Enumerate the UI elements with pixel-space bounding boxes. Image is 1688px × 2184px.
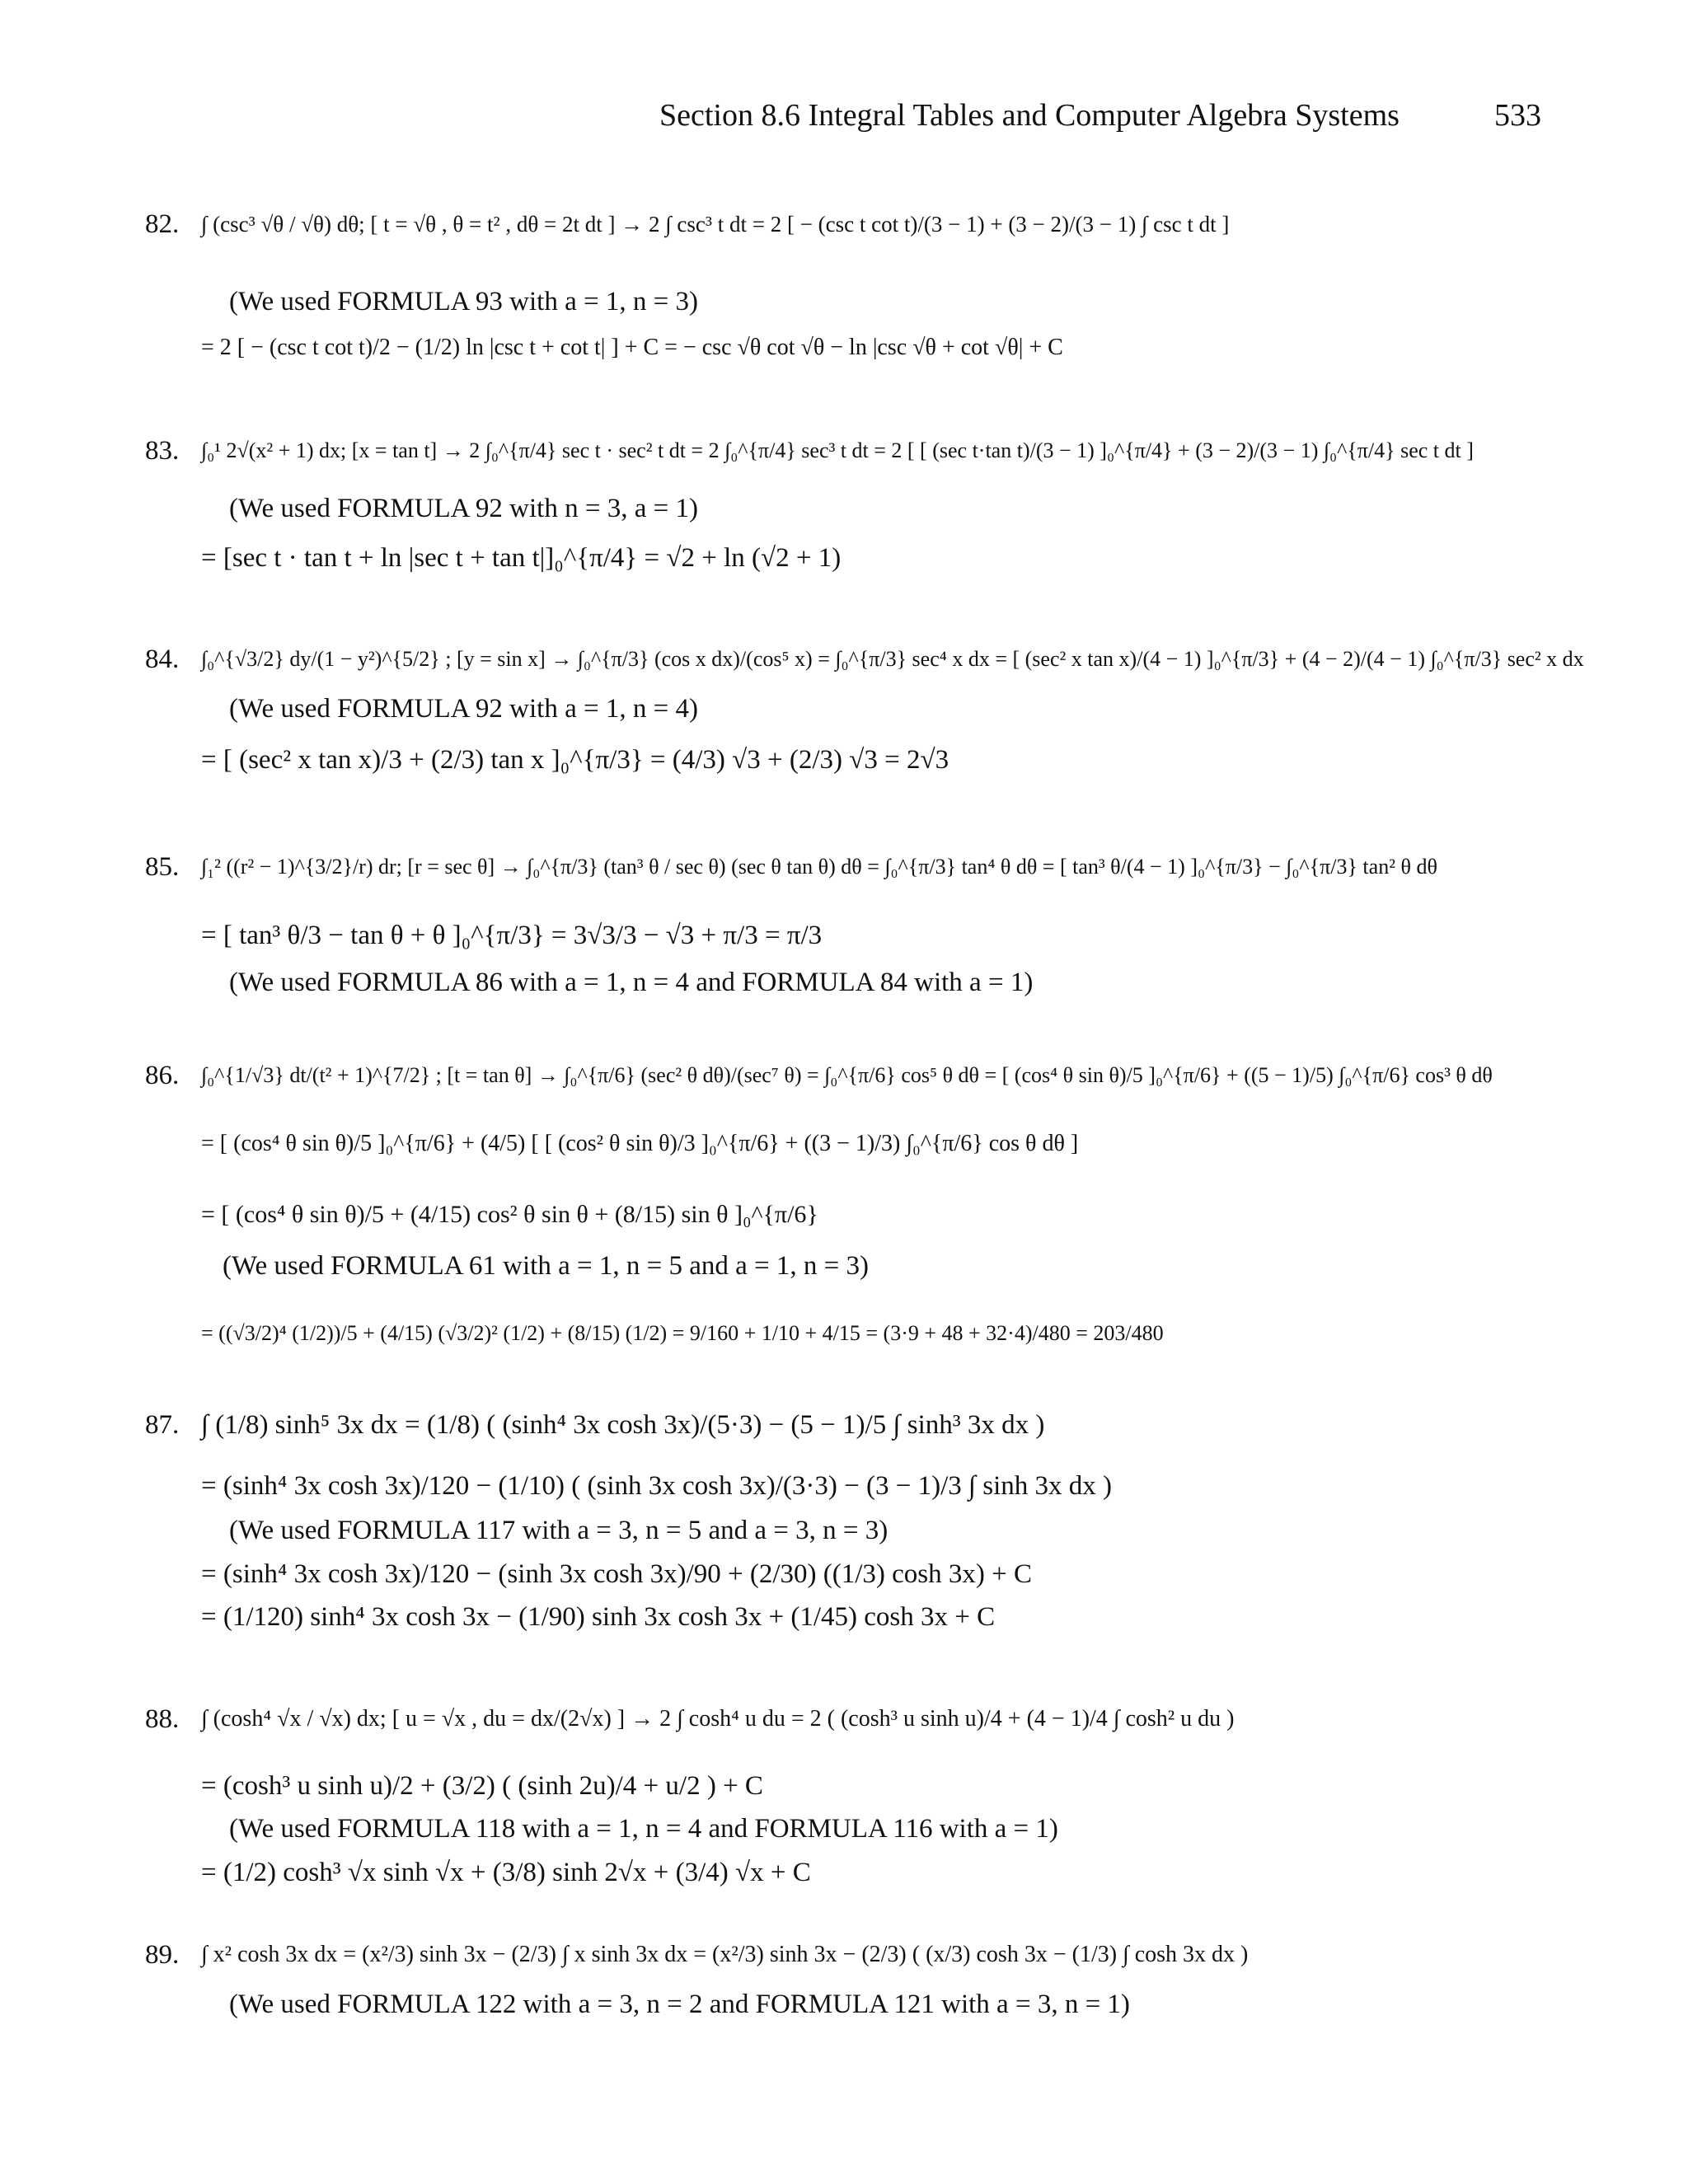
equation-line: ∫ (1/8) sinh⁵ 3x dx = (1/8) ( (sinh⁴ 3x cosh 3x)/(5·3) − (5 − 1)/5 ∫ sinh³ 3x dx )	[201, 1410, 1045, 1440]
equation-line: ∫₀^{√3/2} dy/(1 − y²)^{5/2} ; [y = sin x] → ∫₀^{π/3} (cos x dx)/(cos⁵ x) = ∫₀^{π/3} sec⁴ x dx = [ (sec² x tan x)/(4 − 1) ]₀^{π/3} + (4 − 2)/(4 − 1) ∫₀^{π/3} sec² x dx	[201, 647, 1584, 671]
problem-number: 88.	[145, 1704, 180, 1734]
problem-number: 89.	[145, 1940, 180, 1970]
formula-note: (We used FORMULA 122 with a = 3, n = 2 and FORMULA 121 with a = 3, n = 1)	[229, 1990, 1130, 2019]
equation-line: = (1/2) cosh³ √x sinh √x + (3/8) sinh 2√x + (3/4) √x + C	[201, 1858, 811, 1887]
equation-line: ∫ x² cosh 3x dx = (x²/3) sinh 3x − (2/3) ∫ x sinh 3x dx = (x²/3) sinh 3x − (2/3) ( (x/3) cosh 3x − (1/3) ∫ cosh 3x dx )	[201, 1942, 1249, 1967]
page-number: 533	[1494, 98, 1541, 133]
problem-number: 82.	[145, 209, 180, 239]
equation-line: = [sec t · tan t + ln |sec t + tan t|]₀^{π/4} = √2 + ln (√2 + 1)	[201, 543, 842, 573]
problem-number: 83.	[145, 436, 180, 466]
formula-note: (We used FORMULA 117 with a = 3, n = 5 and a = 3, n = 3)	[229, 1516, 889, 1545]
equation-line: = (1/120) sinh⁴ 3x cosh 3x − (1/90) sinh 3x cosh 3x + (1/45) cosh 3x + C	[201, 1602, 996, 1632]
page-header	[659, 97, 1541, 143]
problem-number: 87.	[145, 1410, 180, 1440]
equation-line: ∫₁² ((r² − 1)^{3/2}/r) dr; [r = sec θ] → ∫₀^{π/3} (tan³ θ / sec θ) (sec θ tan θ) dθ = ∫₀^{π/3} tan⁴ θ dθ = [ tan³ θ/(4 − 1) ]₀^{π/3} − ∫₀^{π/3} tan² θ dθ	[201, 855, 1437, 879]
equation-line: = [ tan³ θ/3 − tan θ + θ ]₀^{π/3} = 3√3/3 − √3 + π/3 = π/3	[201, 921, 823, 950]
problem-number: 84.	[145, 644, 180, 674]
equation-line: = 2 [ − (csc t cot t)/2 − (1/2) ln |csc t + cot t| ] + C = − csc √θ cot √θ − ln |csc √θ + cot √θ| + C	[201, 335, 1063, 360]
formula-note: (We used FORMULA 92 with n = 3, a = 1)	[229, 494, 698, 523]
formula-note: (We used FORMULA 93 with a = 1, n = 3)	[229, 287, 698, 316]
problem-number: 85.	[145, 852, 180, 882]
equation-line: ∫ (cosh⁴ √x / √x) dx; [ u = √x , du = dx/(2√x) ] → 2 ∫ cosh⁴ u du = 2 ( (cosh³ u sinh u)/4 + (4 − 1)/4 ∫ cosh² u du )	[201, 1706, 1235, 1732]
section-title: Section 8.6 Integral Tables and Computer Algebra Systems	[659, 98, 1400, 133]
formula-note: (We used FORMULA 92 with a = 1, n = 4)	[229, 694, 698, 724]
formula-note: (We used FORMULA 86 with a = 1, n = 4 and FORMULA 84 with a = 1)	[229, 968, 1034, 997]
equation-line: ∫₀^{1/√3} dt/(t² + 1)^{7/2} ; [t = tan θ] → ∫₀^{π/6} (sec² θ dθ)/(sec⁷ θ) = ∫₀^{π/6} cos⁵ θ dθ = [ (cos⁴ θ sin θ)/5 ]₀^{π/6} + ((5 − 1)/5) ∫₀^{π/6} cos³ θ dθ	[201, 1063, 1493, 1087]
equation-line: = [ (sec² x tan x)/3 + (2/3) tan x ]₀^{π/3} = (4/3) √3 + (2/3) √3 = 2√3	[201, 745, 950, 775]
formula-note: (We used FORMULA 61 with a = 1, n = 5 and a = 1, n = 3)	[223, 1251, 869, 1281]
equation-line: = (cosh³ u sinh u)/2 + (3/2) ( (sinh 2u)/4 + u/2 ) + C	[201, 1771, 763, 1801]
equation-line: = (sinh⁴ 3x cosh 3x)/120 − (1/10) ( (sinh 3x cosh 3x)/(3·3) − (3 − 1)/3 ∫ sinh 3x dx )	[201, 1471, 1113, 1501]
equation-line: = [ (cos⁴ θ sin θ)/5 + (4/15) cos² θ sin θ + (8/15) sin θ ]₀^{π/6}	[201, 1201, 818, 1228]
equation-line: ∫ (csc³ √θ / √θ) dθ; [ t = √θ , θ = t² , dθ = 2t dt ] → 2 ∫ csc³ t dt = 2 [ − (csc t cot t)/(3 − 1) + (3 − 2)/(3 − 1) ∫ csc t dt ]	[201, 212, 1230, 237]
equation-line: = ((√3/2)⁴ (1/2))/5 + (4/15) (√3/2)² (1/2) + (8/15) (1/2) = 9/160 + 1/10 + 4/15 = (3·9 + 48 + 32·4)/480 = 203/480	[201, 1321, 1164, 1345]
formula-note: (We used FORMULA 118 with a = 1, n = 4 and FORMULA 116 with a = 1)	[229, 1814, 1058, 1844]
problem-number: 86.	[145, 1061, 180, 1090]
equation-line: ∫₀¹ 2√(x² + 1) dx; [x = tan t] → 2 ∫₀^{π/4} sec t · sec² t dt = 2 ∫₀^{π/4} sec³ t dt = 2 [ [ (sec t·tan t)/(3 − 1) ]₀^{π/4} + (3 − 2)/(3 − 1) ∫₀^{π/4} sec t dt ]	[201, 438, 1474, 462]
equation-line: = (sinh⁴ 3x cosh 3x)/120 − (sinh 3x cosh 3x)/90 + (2/30) ((1/3) cosh 3x) + C	[201, 1559, 1033, 1589]
equation-line: = [ (cos⁴ θ sin θ)/5 ]₀^{π/6} + (4/5) [ [ (cos² θ sin θ)/3 ]₀^{π/6} + ((3 − 1)/3) ∫₀^{π/6} cos θ dθ ]	[201, 1131, 1079, 1156]
